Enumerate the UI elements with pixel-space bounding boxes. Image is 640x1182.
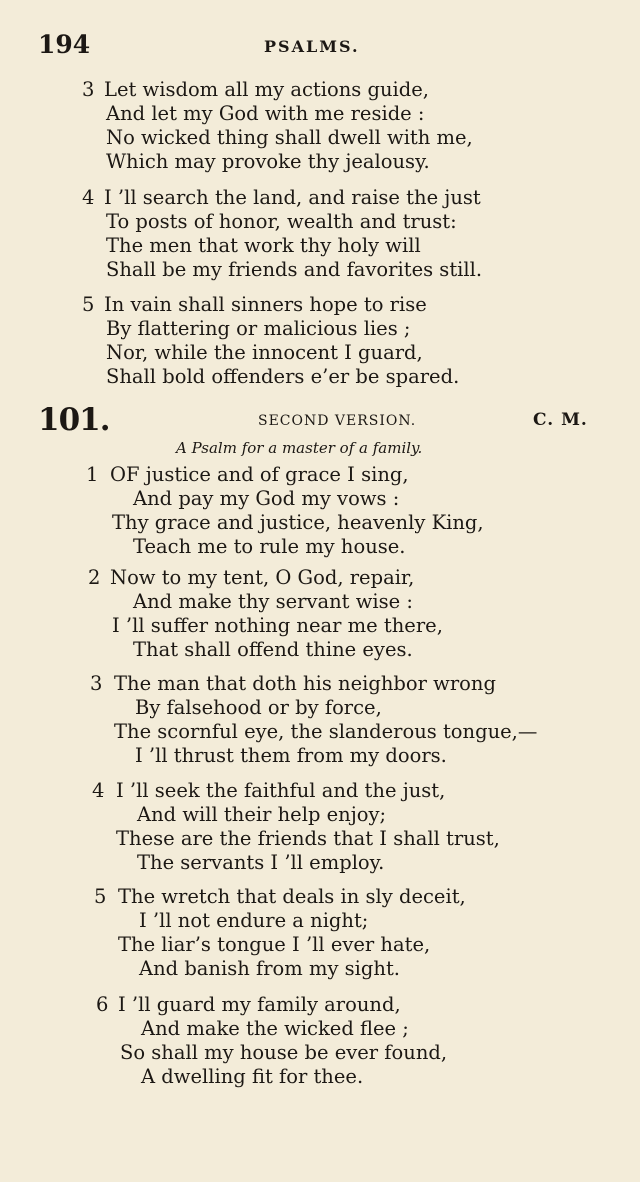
- verse-line: By flattering or malicious lies ;: [106, 317, 411, 340]
- page-number: 194: [38, 30, 91, 59]
- stanza-number: 5: [82, 293, 95, 316]
- verse-line: And banish from my sight.: [139, 957, 400, 980]
- verse-line: Let wisdom all my actions guide,: [104, 78, 429, 101]
- stanza-number: 4: [92, 779, 105, 802]
- verse-line: The servants I ’ll employ.: [137, 851, 385, 874]
- verse-line: By falsehood or by force,: [135, 696, 382, 719]
- stanza-number: 3: [90, 672, 103, 695]
- verse-line: Thy grace and justice, heavenly King,: [112, 511, 484, 534]
- verse-line: Which may provoke thy jealousy.: [106, 150, 430, 173]
- verse-line: The men that work thy holy will: [106, 234, 421, 257]
- stanza-number: 3: [82, 78, 95, 101]
- verse-line: In vain shall sinners hope to rise: [104, 293, 427, 316]
- version-label: SECOND VERSION.: [258, 413, 417, 429]
- verse-line: Shall be my friends and favorites still.: [106, 258, 483, 281]
- stanza-number: 4: [82, 186, 95, 209]
- verse-line: I ’ll search the land, and raise the just: [104, 186, 481, 209]
- verse-line: Now to my tent, O God, repair,: [110, 566, 415, 589]
- verse-line: And make the wicked flee ;: [141, 1017, 409, 1040]
- stanza-number: 1: [86, 463, 99, 486]
- verse-line: No wicked thing shall dwell with me,: [106, 126, 473, 149]
- verse-line: I ’ll seek the faithful and the just,: [116, 779, 446, 802]
- running-head: PSALMS.: [264, 37, 360, 56]
- verse-line: The scornful eye, the slanderous tongue,—: [114, 720, 538, 743]
- verse-line: I ’ll guard my family around,: [118, 993, 401, 1016]
- verse-line: The liar’s tongue I ’ll ever hate,: [118, 933, 431, 956]
- verse-line: A dwelling fit for thee.: [141, 1065, 364, 1088]
- stanza-number: 6: [96, 993, 109, 1016]
- page-header: [38, 30, 558, 70]
- verse-line: Nor, while the innocent I guard,: [106, 341, 423, 364]
- verse-line: I ’ll suffer nothing near me there,: [112, 614, 443, 637]
- psalm-subtitle: A Psalm for a master of a family.: [176, 439, 423, 457]
- verse-line: I ’ll thrust them from my doors.: [135, 744, 447, 767]
- verse-line: OF justice and of grace I sing,: [110, 463, 409, 486]
- verse-line: And will their help enjoy;: [137, 803, 387, 826]
- verse-line: Teach me to rule my house.: [133, 535, 406, 558]
- verse-line: I ’ll not endure a night;: [139, 909, 369, 932]
- psalm-number: 101.: [38, 402, 110, 438]
- verse-line: The wretch that deals in sly deceit,: [118, 885, 466, 908]
- verse-line: The man that doth his neighbor wrong: [114, 672, 496, 695]
- verse-line: And pay my God my vows :: [133, 487, 400, 510]
- verse-line: And make thy servant wise :: [133, 590, 413, 613]
- verse-line: And let my God with me reside :: [106, 102, 425, 125]
- meter-label: C. M.: [533, 410, 588, 430]
- verse-line: That shall offend thine eyes.: [133, 638, 413, 661]
- stanza-number: 2: [88, 566, 101, 589]
- verse-line: To posts of honor, wealth and trust:: [106, 210, 457, 233]
- verse-line: Shall bold offenders e’er be spared.: [106, 365, 460, 388]
- verse-line: These are the friends that I shall trust,: [116, 827, 500, 850]
- stanza-number: 5: [94, 885, 107, 908]
- verse-line: So shall my house be ever found,: [120, 1041, 448, 1064]
